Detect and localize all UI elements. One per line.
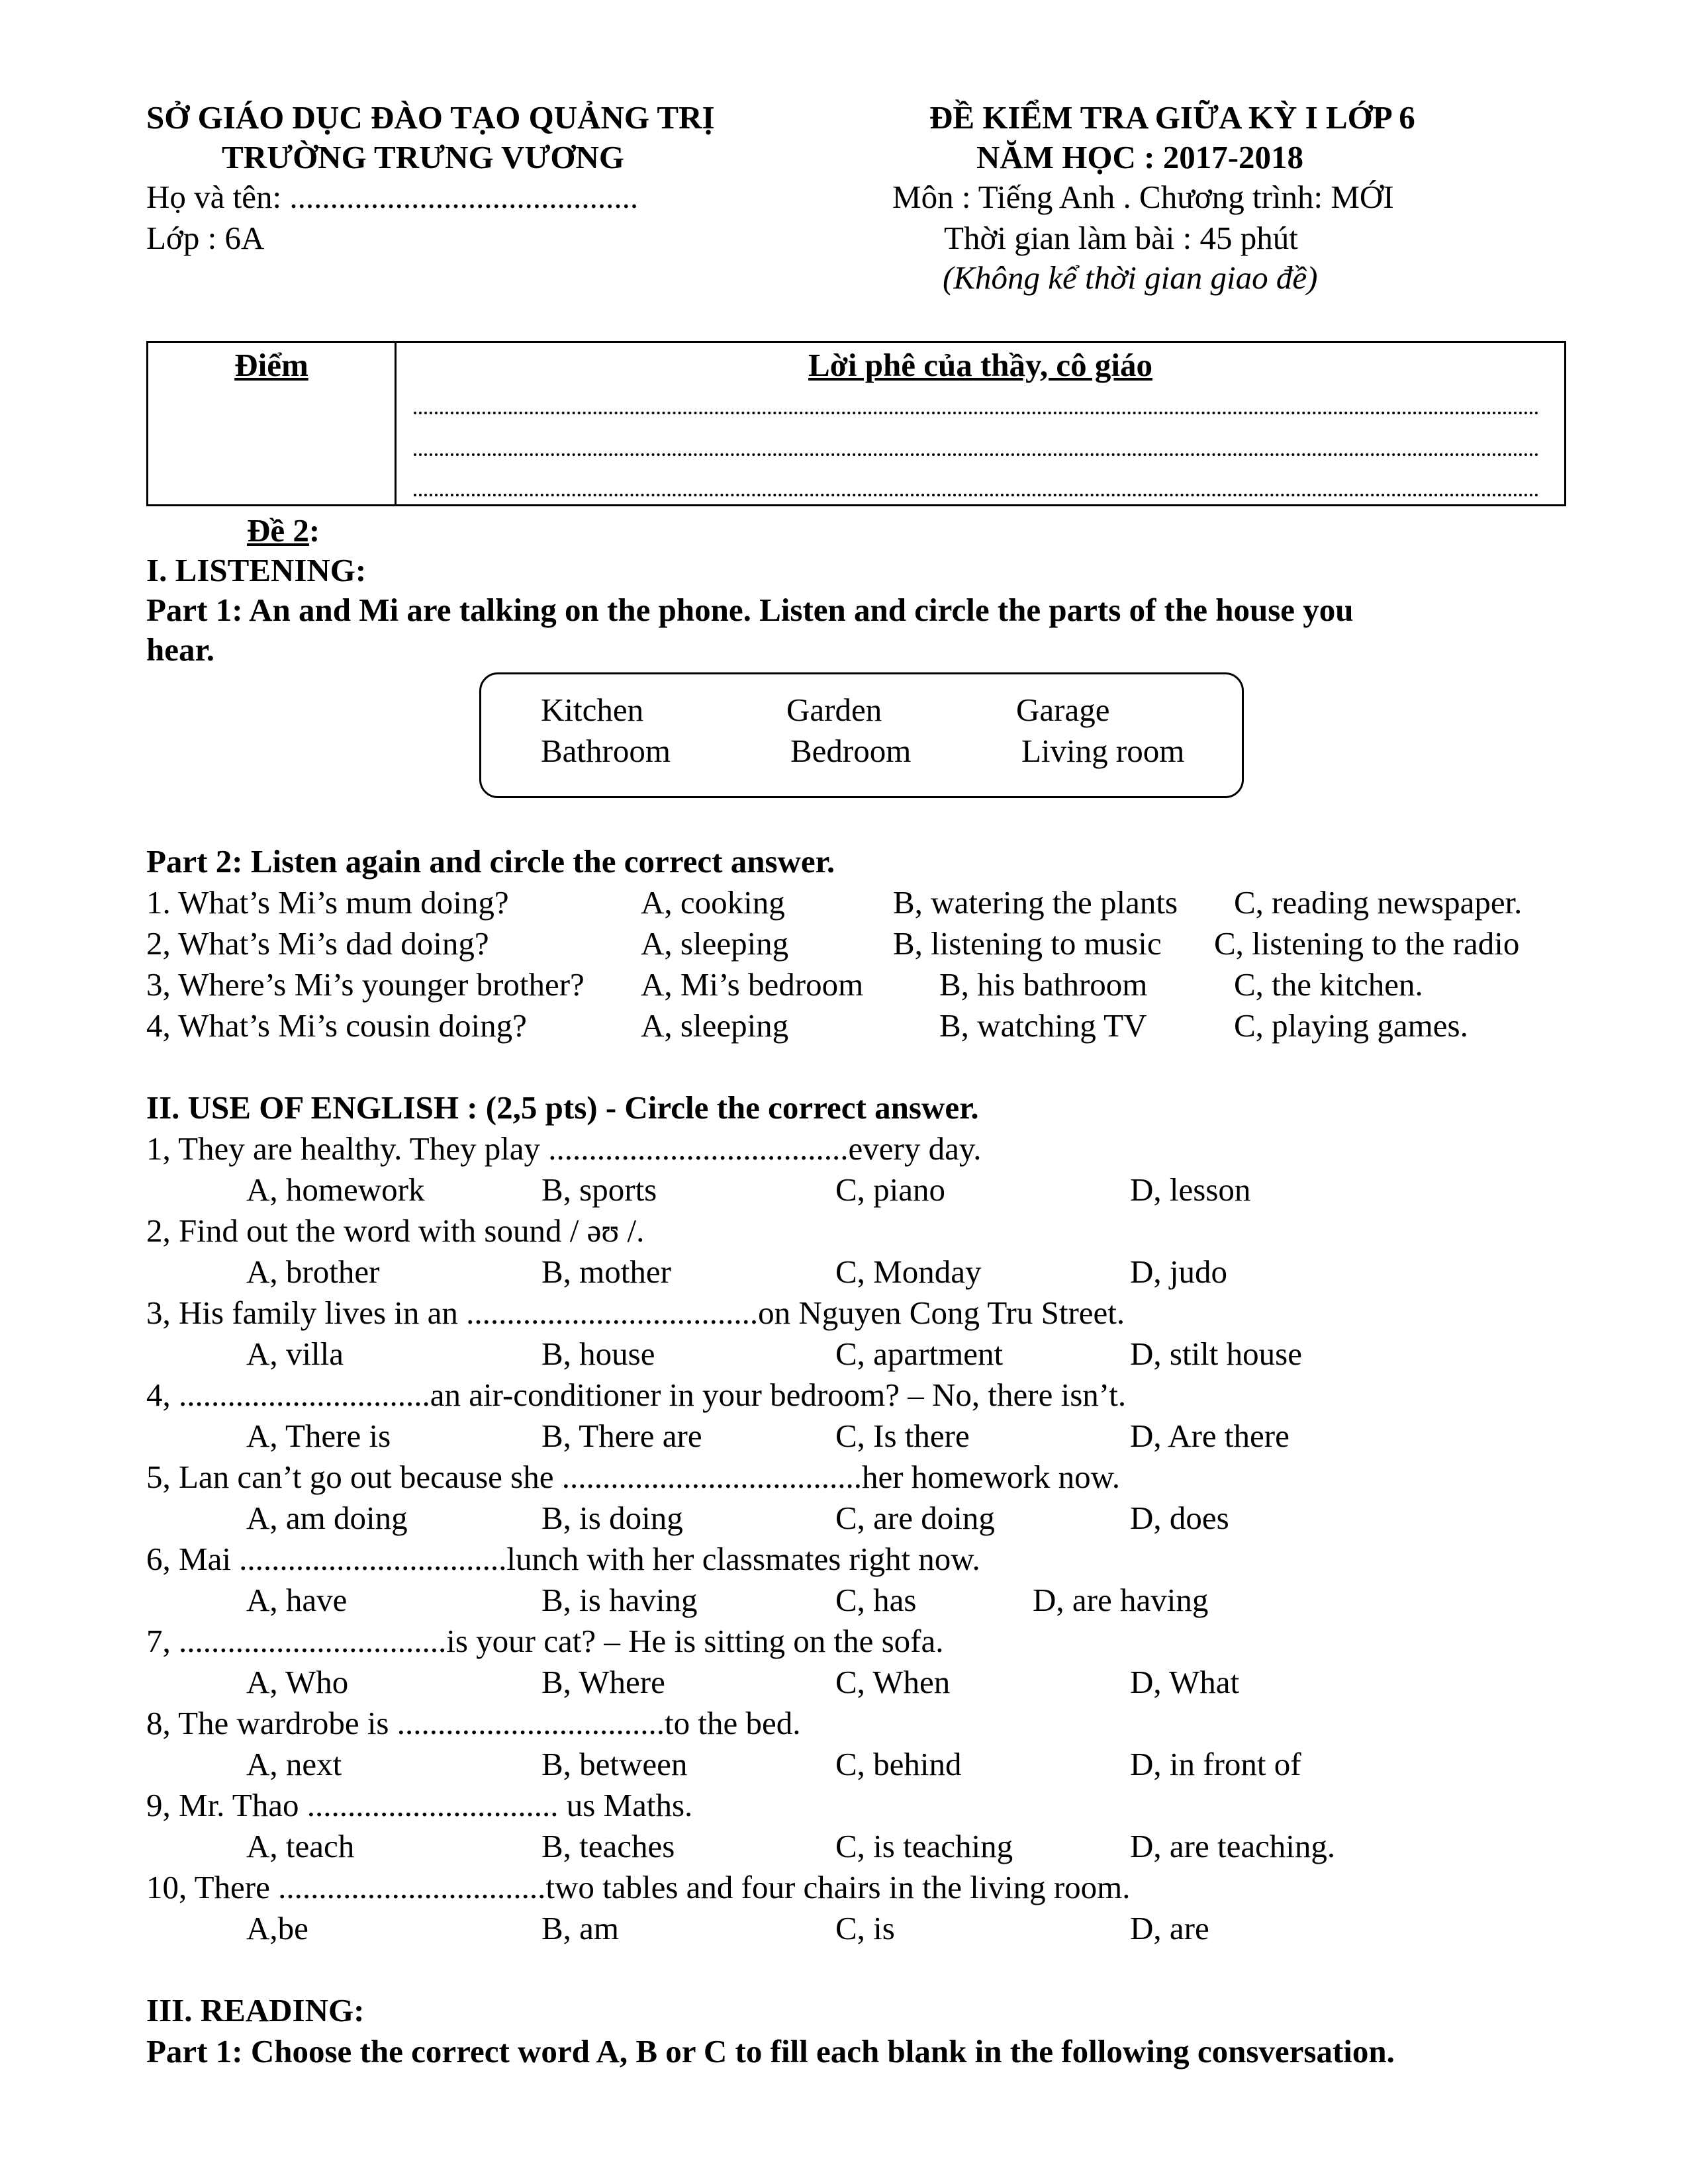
test-code-colon: : (308, 512, 320, 549)
duration-note: (Không kể thời gian giao đề) (943, 259, 1318, 296)
answer-option-b: B, watching TV (939, 1007, 1147, 1044)
student-name-field: Họ và tên: ........................................... (146, 179, 639, 215)
answer-option-c: C, is teaching (835, 1828, 1013, 1864)
answer-option-a: A, homework (246, 1171, 425, 1208)
answer-option-d: D, What (1130, 1664, 1240, 1700)
answer-option-b: B, am (541, 1910, 620, 1946)
question-text: 2, Find out the word with sound / əʊ /. (146, 1212, 645, 1249)
answer-option-b: B, is doing (541, 1500, 683, 1536)
answer-option-b: B, There are (541, 1418, 702, 1454)
house-part-option: Garage (1016, 692, 1110, 728)
answer-option-b: B, sports (541, 1171, 657, 1208)
question-text: 5, Lan can’t go out because she .....................................her homework now. (146, 1459, 1121, 1495)
answer-option-a: A, Mi’s bedroom (641, 966, 864, 1003)
listening-part2-instruction: Part 2: Listen again and circle the correct answer. (146, 843, 835, 880)
comment-line (414, 453, 1539, 456)
answer-option-c: C, piano (835, 1171, 946, 1208)
listening-part1-instruction-cont: hear. (146, 631, 215, 668)
answer-option-b: B, teaches (541, 1828, 675, 1864)
question-text: 4, ...............................an air-conditioner in your bedroom? – No, there isn’t. (146, 1377, 1127, 1413)
school-year: NĂM HỌC : 2017-2018 (976, 139, 1304, 175)
answer-option-b: B, Where (541, 1664, 665, 1700)
answer-option-b: B, his bathroom (939, 966, 1148, 1003)
house-part-option: Bedroom (790, 733, 912, 769)
answer-option-d: D, judo (1130, 1253, 1227, 1290)
teacher-comment-label: Lời phê của thầy, cô giáo (808, 347, 1152, 383)
exam-title: ĐỀ KIỂM TRA GIỮA KỲ I LỚP 6 (929, 99, 1415, 136)
answer-option-a: A, There is (246, 1418, 391, 1454)
listening-question: 1. What’s Mi’s mum doing? (146, 884, 509, 921)
answer-option-c: C, playing games. (1234, 1007, 1468, 1044)
answer-option-a: A, am doing (246, 1500, 408, 1536)
reading-part1-instruction: Part 1: Choose the correct word A, B or C to fill each blank in the following consversation. (146, 2033, 1395, 2070)
answer-option-c: C, Is there (835, 1418, 970, 1454)
duration-line: Thời gian làm bài : 45 phút (944, 220, 1298, 256)
answer-option-d: D, Are there (1130, 1418, 1289, 1454)
answer-option-c: C, has (835, 1582, 917, 1618)
answer-option-b: B, house (541, 1336, 655, 1372)
test-code-label: Đề 2 (247, 512, 309, 549)
answer-option-d: D, are (1130, 1910, 1209, 1946)
class-label: Lớp : 6A (146, 220, 265, 256)
answer-option-c: C, apartment (835, 1336, 1004, 1372)
question-text: 6, Mai .................................lunch with her classmates right now. (146, 1541, 980, 1577)
house-part-option: Garden (786, 692, 882, 728)
answer-option-c: C, reading newspaper. (1234, 884, 1523, 921)
listening-question: 4, What’s Mi’s cousin doing? (146, 1007, 527, 1044)
section-reading-title: III. READING: (146, 1992, 365, 2028)
subject-line: Môn : Tiếng Anh . Chương trình: MỚI (892, 179, 1394, 215)
answer-option-c: C, behind (835, 1746, 962, 1782)
answer-option-c: C, Monday (835, 1253, 982, 1290)
question-text: 3, His family lives in an ....................................on Nguyen Cong Tru Street. (146, 1295, 1125, 1331)
school-name: TRƯỜNG TRƯNG VƯƠNG (222, 139, 624, 175)
answer-option-a: A, have (246, 1582, 348, 1618)
answer-option-d: D, lesson (1130, 1171, 1251, 1208)
section-listening-title: I. LISTENING: (146, 552, 367, 588)
answer-option-a: A, teach (246, 1828, 355, 1864)
answer-option-a: A, sleeping (641, 925, 789, 962)
answer-option-d: D, does (1130, 1500, 1229, 1536)
listening-question: 3, Where’s Mi’s younger brother? (146, 966, 585, 1003)
answer-option-d: D, are having (1033, 1582, 1209, 1618)
answer-option-a: A, Who (246, 1664, 349, 1700)
answer-option-c: C, listening to the radio (1214, 925, 1520, 962)
answer-option-a: A,be (246, 1910, 308, 1946)
question-text: 9, Mr. Thao ............................... us Maths. (146, 1787, 693, 1823)
question-text: 1, They are healthy. They play .....................................every day. (146, 1130, 982, 1167)
answer-option-a: A, villa (246, 1336, 344, 1372)
listening-part1-instruction: Part 1: An and Mi are talking on the phone. Listen and circle the parts of the house you (146, 592, 1354, 628)
answer-option-d: D, stilt house (1130, 1336, 1302, 1372)
question-text: 8, The wardrobe is .................................to the bed. (146, 1705, 801, 1741)
answer-option-b: B, mother (541, 1253, 671, 1290)
house-part-option: Kitchen (541, 692, 644, 728)
answer-option-b: B, listening to music (893, 925, 1162, 962)
answer-option-c: C, the kitchen. (1234, 966, 1423, 1003)
test-code (247, 511, 320, 551)
answer-option-c: C, is (835, 1910, 895, 1946)
question-text: 10, There .................................two tables and four chairs in the living room. (146, 1869, 1131, 1905)
house-part-option: Living room (1021, 733, 1185, 769)
answer-option-d: D, in front of (1130, 1746, 1301, 1782)
answer-option-b: B, between (541, 1746, 688, 1782)
comment-line (414, 494, 1539, 496)
listening-question: 2, What’s Mi’s dad doing? (146, 925, 489, 962)
department-name: SỞ GIÁO DỤC ĐÀO TẠO QUẢNG TRỊ (146, 99, 715, 136)
answer-option-d: D, are teaching. (1130, 1828, 1336, 1864)
section-use-of-english-title: II. USE OF ENGLISH : (2,5 pts) - Circle the correct answer. (146, 1089, 979, 1126)
answer-option-c: C, When (835, 1664, 951, 1700)
house-part-option: Bathroom (541, 733, 671, 769)
answer-option-a: A, sleeping (641, 1007, 789, 1044)
answer-option-a: A, cooking (641, 884, 785, 921)
comment-line (414, 412, 1539, 414)
answer-option-b: B, watering the plants (893, 884, 1178, 921)
answer-option-c: C, are doing (835, 1500, 995, 1536)
score-label: Điểm (234, 347, 308, 383)
answer-option-a: A, brother (246, 1253, 380, 1290)
answer-option-a: A, next (246, 1746, 342, 1782)
question-text: 7, .................................is your cat? – He is sitting on the sofa. (146, 1623, 944, 1659)
answer-option-b: B, is having (541, 1582, 698, 1618)
